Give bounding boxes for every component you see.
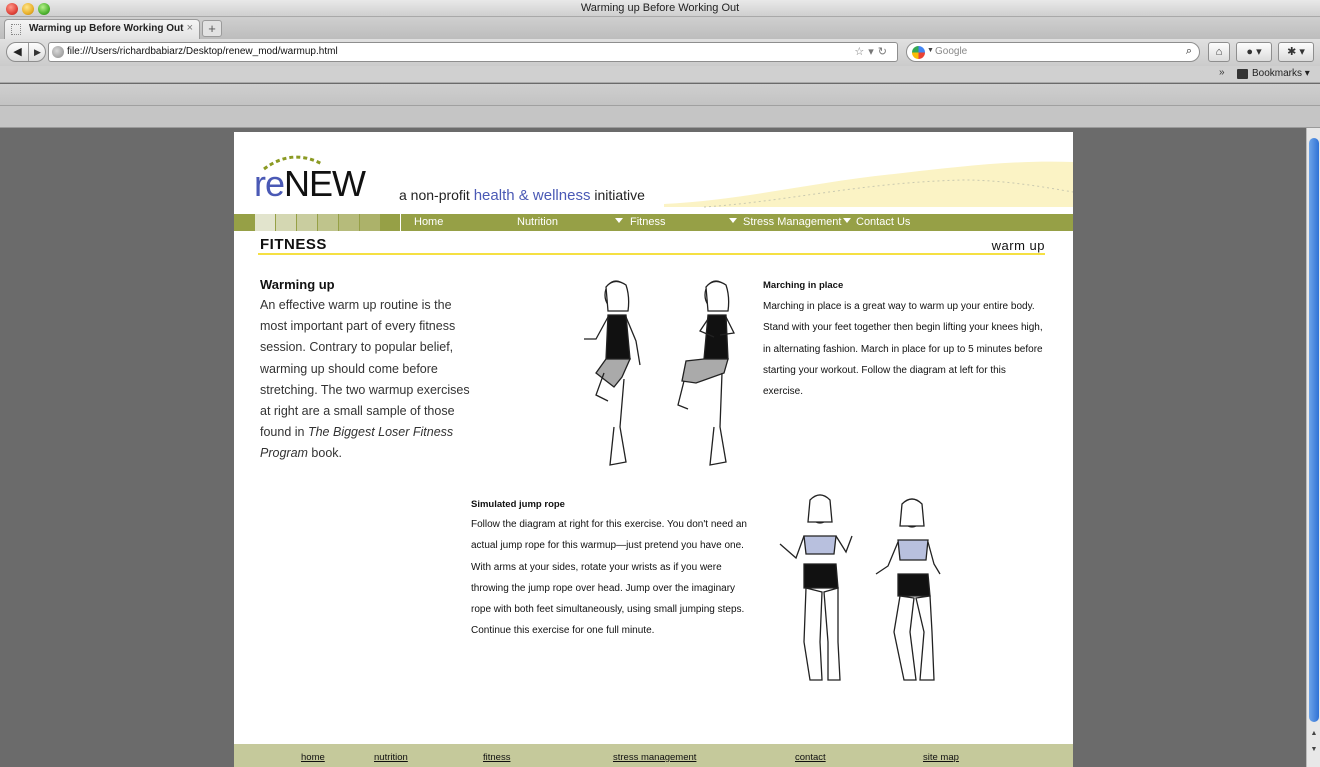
chevron-down-icon[interactable]: ▼ xyxy=(927,47,934,54)
footer-link-contact[interactable]: contact xyxy=(795,752,826,763)
google-icon[interactable] xyxy=(912,46,925,59)
search-input[interactable]: Google xyxy=(935,46,968,57)
swatch xyxy=(360,214,380,231)
back-forward-group xyxy=(6,42,46,62)
bookmark-star-icon[interactable]: ☆ xyxy=(854,46,869,58)
swatch xyxy=(318,214,338,231)
jump-rope-figures-illustration xyxy=(764,492,954,692)
renew-logo[interactable] xyxy=(254,152,394,202)
bookmarks-toolbar xyxy=(0,66,1320,83)
scroll-down-arrow[interactable]: ▼ xyxy=(1310,746,1318,753)
globe-icon xyxy=(52,46,64,58)
nutrition-dropdown-icon[interactable] xyxy=(615,218,623,223)
nav-stress-management[interactable]: Stress Management xyxy=(743,216,842,228)
tagline: a non-profit health & wellness initiative xyxy=(399,187,645,204)
bookmarks-overflow-chevron[interactable]: » xyxy=(1219,67,1225,78)
bookmarks-menu[interactable]: Bookmarks ▾ xyxy=(1252,68,1310,79)
empty-toolbar-strip xyxy=(0,106,1320,128)
nav-nutrition[interactable]: Nutrition xyxy=(517,216,558,228)
exercise-heading: Simulated jump rope xyxy=(471,499,565,510)
close-tab-icon[interactable]: × xyxy=(186,22,193,34)
vertical-scrollbar[interactable] xyxy=(1306,128,1320,767)
marching-figures-illustration xyxy=(574,277,754,472)
window-title: Warming up Before Working Out xyxy=(580,2,740,14)
nav-home[interactable]: Home xyxy=(414,216,444,228)
footer-link-stress-management[interactable]: stress management xyxy=(613,752,697,763)
url-bar[interactable] xyxy=(48,42,898,62)
nav-fitness[interactable]: Fitness xyxy=(630,216,666,228)
main-nav xyxy=(234,214,1073,231)
scrollbar-thumb[interactable] xyxy=(1309,138,1319,722)
fitness-dropdown-icon[interactable] xyxy=(729,218,737,223)
web-page xyxy=(234,132,1073,767)
swatch xyxy=(339,214,359,231)
addon-button[interactable]: ● ▾ xyxy=(1236,42,1272,62)
section-subtitle: warm up xyxy=(991,238,1045,253)
footer-nav xyxy=(234,744,1073,767)
section-title: FITNESS xyxy=(260,236,327,253)
tab-bar xyxy=(0,17,1320,39)
browser-tab[interactable] xyxy=(4,19,200,39)
url-text[interactable]: file:///Users/richardbabiarz/Desktop/renew_mod/warmup.html xyxy=(67,46,338,57)
history-dropdown-icon[interactable]: ▾ xyxy=(868,46,878,58)
intro-heading: Warming up xyxy=(260,277,335,292)
empty-toolbar xyxy=(0,84,1320,106)
forward-button[interactable]: ▶ xyxy=(34,47,41,57)
intro-text: An effective warm up routine is the most important part of every fitness session. Contrary to popular belief, warming up should come before stretching. The two warmup exercises at right are a small sample of those found in The Biggest Loser Fitness Program book. xyxy=(260,298,470,461)
nav-divider xyxy=(400,214,401,231)
reload-icon[interactable]: ↻ xyxy=(877,46,891,58)
navigation-toolbar xyxy=(0,39,1320,66)
swatch xyxy=(276,214,296,231)
scroll-up-arrow[interactable]: ▲ xyxy=(1310,730,1318,737)
tab-title: Warming up Before Working Out xyxy=(29,23,184,34)
back-button[interactable]: ◀ xyxy=(7,43,29,61)
url-bar-icons xyxy=(854,45,891,58)
new-tab-button[interactable]: + xyxy=(202,20,222,37)
nav-contact-us[interactable]: Contact Us xyxy=(856,216,911,228)
footer-link-nutrition[interactable]: nutrition xyxy=(374,752,408,763)
search-icon[interactable]: ⌕ xyxy=(1185,45,1192,57)
footer-link-home[interactable]: home xyxy=(301,752,325,763)
search-bar[interactable] xyxy=(906,42,1200,62)
footer-link-site-map[interactable]: site map xyxy=(923,752,959,763)
exercise-heading: Marching in place xyxy=(763,280,844,291)
tools-button[interactable]: ✱ ▾ xyxy=(1278,42,1314,62)
home-button[interactable]: ⌂ xyxy=(1208,42,1230,62)
header-wave-decoration xyxy=(664,152,1073,212)
window-titlebar xyxy=(0,0,1320,17)
footer-link-fitness[interactable]: fitness xyxy=(483,752,511,763)
stress-dropdown-icon[interactable] xyxy=(843,218,851,223)
section-divider xyxy=(258,253,1045,255)
book-title: The Biggest Loser Fitness Program xyxy=(260,425,454,461)
swatch xyxy=(255,214,275,231)
bookmarks-icon xyxy=(1237,69,1248,79)
exercise-text: Follow the diagram at right for this exercise. You don't need an actual jump rope for this warmup—just pretend you have one. With arms at your sides, rotate your wrists as if you were throwing the jump rope over head. Jump over the imaginary rope with both feet simultaneously, using small jumping steps. Continue this exercise for one full minute. xyxy=(471,519,747,637)
page-icon xyxy=(11,24,21,35)
swatch xyxy=(297,214,317,231)
exercise-text: Marching in place is a great way to warm up your entire body. Stand with your feet together then begin lifting your knees high, in alternating fashion. March in place for up to 5 minutes before starting your workout. Follow the diagram at left for this exercise. xyxy=(763,301,1043,398)
logo-text: reNEW xyxy=(254,163,366,204)
